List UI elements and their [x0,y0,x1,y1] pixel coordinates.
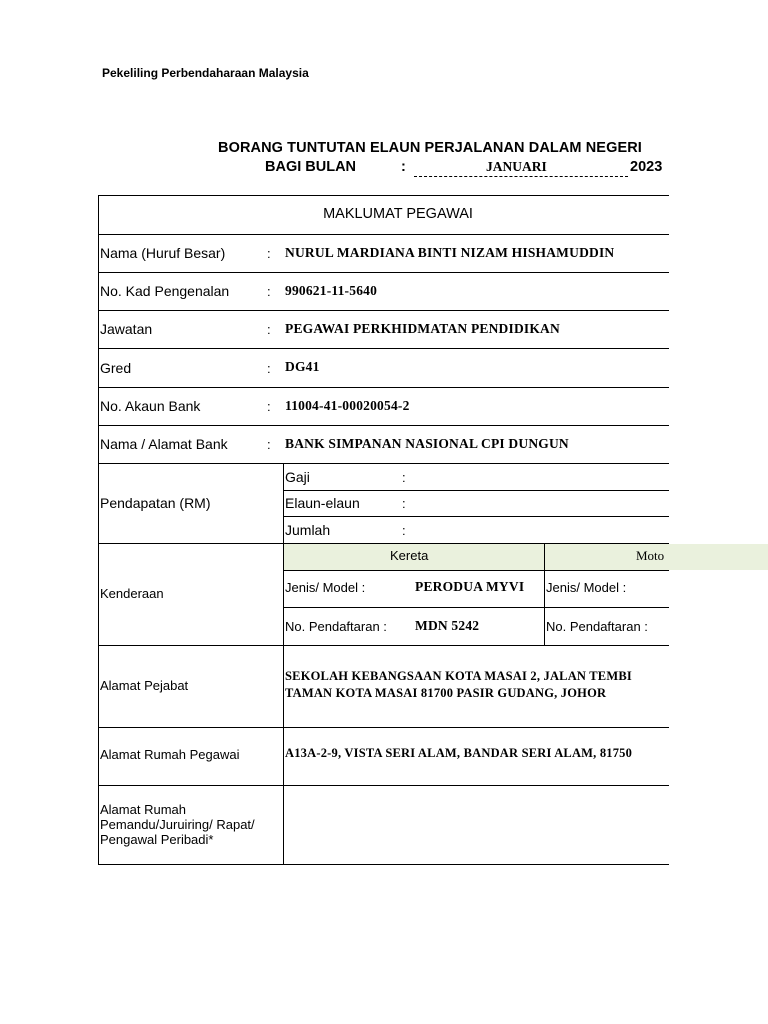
nama-value: NURUL MARDIANA BINTI NIZAM HISHAMUDDIN [285,245,615,260]
moto-jenis-label: Jenis/ Model : [546,580,627,595]
akaun-colon: : [267,399,271,414]
table-line [98,864,669,865]
kenderaan-label: Kenderaan [100,586,164,601]
bank-colon: : [267,437,271,452]
bank-label: Nama / Alamat Bank [100,436,228,452]
table-line [98,543,669,544]
gaji-colon: : [402,470,406,485]
month-value: JANUARI [486,159,547,174]
moto-daftar-label: No. Pendaftaran : [546,619,648,634]
gred-label: Gred [100,360,132,376]
table-line [98,387,669,388]
table-line [544,543,545,645]
overflow-cell-highlight [669,544,768,570]
table-line [98,727,669,728]
month-label: BAGI BULAN [265,159,357,175]
jumlah-colon: : [402,523,406,538]
table-line [98,272,669,273]
kad-value: 990621-11-5640 [285,283,378,298]
table-line [283,463,284,864]
elaun-colon: : [402,496,406,511]
alamat-rumah-value: A13A-2-9, VISTA SERI ALAM, BANDAR SERI ALAM, 81750 [285,746,633,760]
form-title: BORANG TUNTUTAN ELAUN PERJALANAN DALAM NEGERI [218,140,642,156]
table-line [98,195,669,196]
table-line [98,348,669,349]
alamat-pejabat-line2: TAMAN KOTA MASAI 81700 PASIR GUDANG, JOHOR [285,686,607,700]
alamat-pejabat-line1: SEKOLAH KEBANGSAAN KOTA MASAI 2, JALAN TEMBI [285,669,632,683]
akaun-label: No. Akaun Bank [100,398,201,414]
gred-colon: : [267,361,271,376]
section-title: MAKLUMAT PEGAWAI [323,206,473,222]
table-line [98,785,669,786]
table-line [98,645,669,646]
akaun-value: 11004-41-00020054-2 [285,398,410,413]
table-line [284,490,669,491]
kereta-jenis-label: Jenis/ Model : [285,580,366,595]
alamat-pemandu-label-line1: Alamat Rumah [100,802,186,817]
pendapatan-label: Pendapatan (RM) [100,495,211,511]
alamat-pejabat-label: Alamat Pejabat [100,678,189,693]
elaun-label: Elaun-elaun [285,495,360,511]
month-colon: : [401,159,406,175]
alamat-pemandu-label-line2: Pemandu/Juruiring/ Rapat/ [100,817,255,832]
year-value: 2023 [630,159,663,175]
kereta-daftar-value: MDN 5242 [415,618,480,633]
jawatan-colon: : [267,322,271,337]
motosikal-header: Moto [636,548,665,563]
alamat-pemandu-label-line3: Pengawal Peribadi* [100,832,214,847]
kereta-jenis-value: PERODUA MYVI [415,579,525,594]
table-line [284,516,669,517]
table-line [98,463,669,464]
jawatan-value: PEGAWAI PERKHIDMATAN PENDIDIKAN [285,321,560,336]
bank-value: BANK SIMPANAN NASIONAL CPI DUNGUN [285,436,569,451]
jumlah-label: Jumlah [285,522,331,538]
kereta-daftar-label: No. Pendaftaran : [285,619,387,634]
table-line [98,195,99,864]
table-line [98,310,669,311]
nama-label: Nama (Huruf Besar) [100,245,226,261]
alamat-rumah-label: Alamat Rumah Pegawai [100,747,240,762]
document-header-organization: Pekeliling Perbendaharaan Malaysia [102,66,309,80]
kad-label: No. Kad Pengenalan [100,283,230,299]
table-line [284,607,669,608]
gaji-label: Gaji [285,469,310,485]
table-line [284,570,669,571]
vehicle-header-row [284,544,669,570]
table-line [98,425,669,426]
jawatan-label: Jawatan [100,321,153,337]
gred-value: DG41 [285,359,320,374]
kad-colon: : [267,284,271,299]
kereta-header: Kereta [390,548,429,563]
table-line [98,234,669,235]
nama-colon: : [267,246,271,261]
